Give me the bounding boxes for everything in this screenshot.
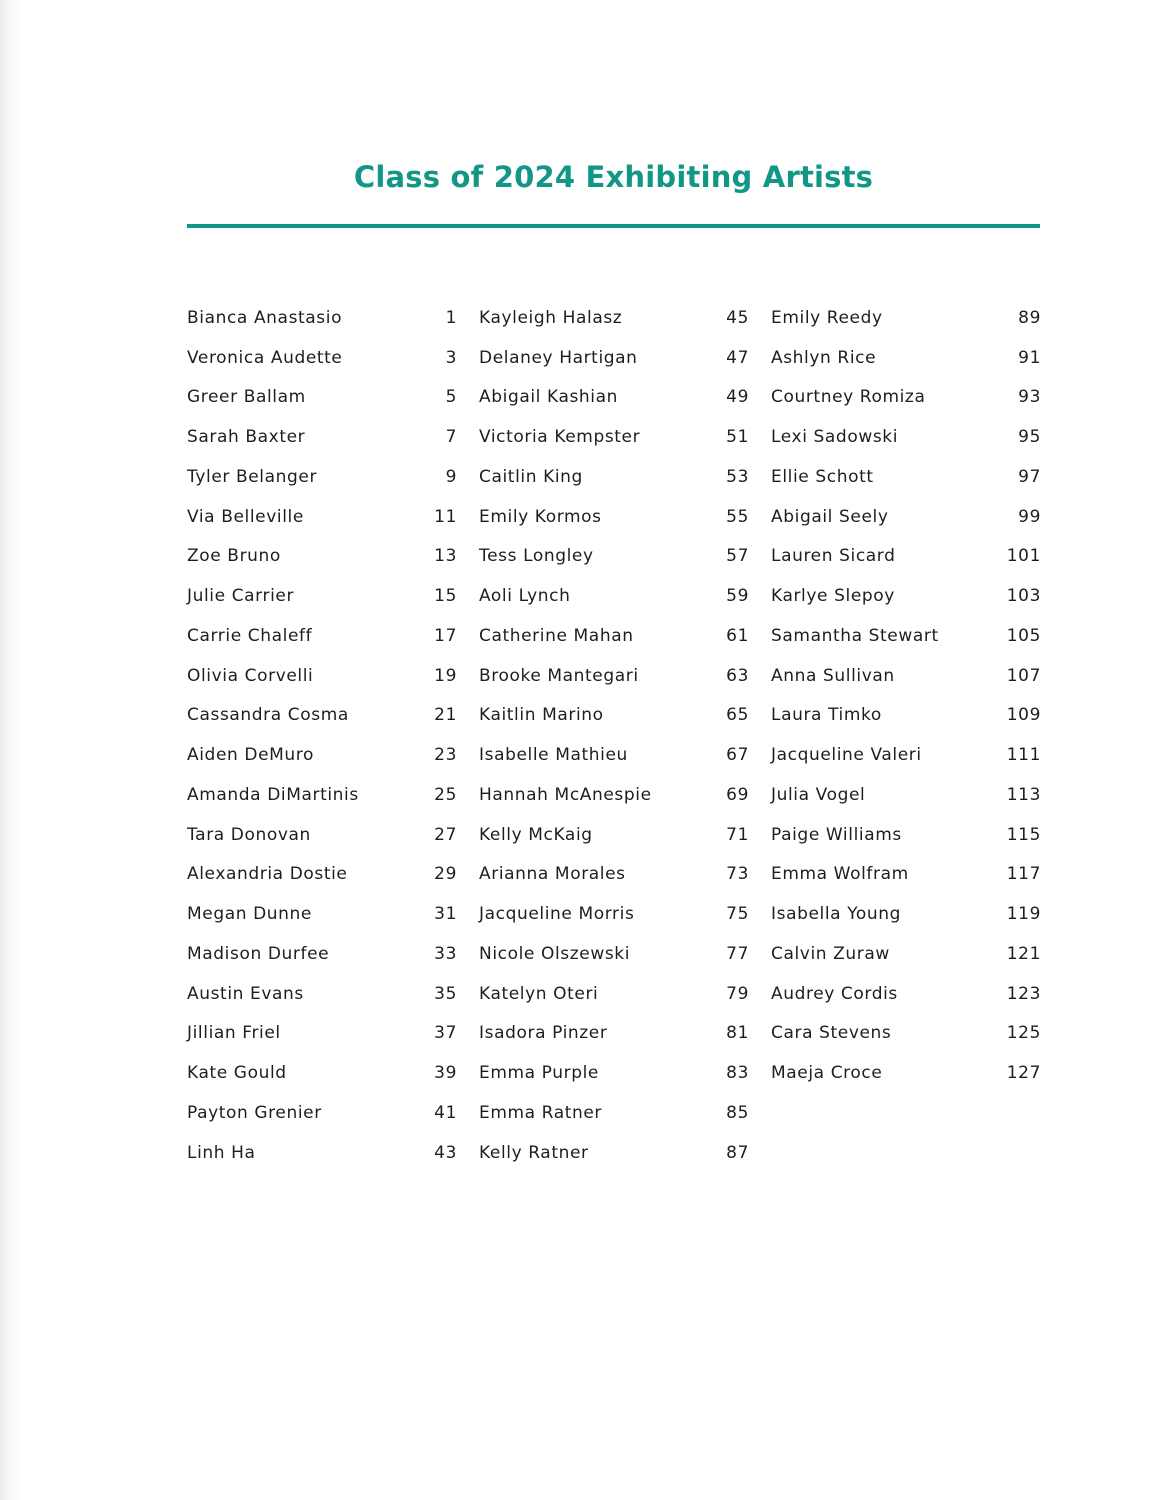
artist-entry [479,735,749,775]
artist-name: Jacqueline Valeri [771,745,922,766]
page-number: 113 [1006,784,1041,805]
page-number: 3 [445,347,457,368]
page-number: 41 [434,1102,457,1123]
page-number: 15 [434,586,457,607]
artist-name: Kelly Ratner [479,1142,589,1163]
artist-entry [479,775,749,815]
artist-entry [479,1014,749,1054]
page-number: 95 [1018,427,1041,448]
artist-name: Sarah Baxter [187,427,306,448]
artist-name: Samantha Stewart [771,625,939,646]
artist-name: Katelyn Oteri [479,983,599,1004]
page-number: 19 [434,665,457,686]
page-number: 115 [1006,824,1041,845]
artist-entry [187,696,457,736]
page-title: Class of 2024 Exhibiting Artists [353,160,874,194]
artist-entry [479,298,749,338]
artist-name: Emma Ratner [479,1102,603,1123]
artist-name: Austin Evans [187,983,304,1004]
page-number: 1 [445,307,457,328]
artist-entry [187,1014,457,1054]
artist-entry [479,934,749,974]
artist-entry [187,537,457,577]
artist-name: Zoe Bruno [187,546,281,567]
artist-name: Madison Durfee [187,943,330,964]
artist-name: Courtney Romiza [771,387,926,408]
page-number: 25 [434,784,457,805]
page-number: 7 [445,427,457,448]
page-number: 29 [434,864,457,885]
page-number: 47 [726,347,749,368]
page-number: 39 [434,1063,457,1084]
page-number: 81 [726,1023,749,1044]
artist-entry [479,696,749,736]
artist-name: Tyler Belanger [187,466,318,487]
page-number: 23 [434,745,457,766]
artist-entry [187,1093,457,1133]
artist-entry [771,1053,1041,1093]
artist-name: Payton Grenier [187,1102,322,1123]
artist-name: Abigail Seely [771,506,889,527]
page-number: 125 [1006,1023,1041,1044]
artist-name: Julie Carrier [187,586,295,607]
artist-column-3 [771,298,1041,1093]
artist-entry [187,855,457,895]
artist-name: Laura Timko [771,705,882,726]
artist-name: Cassandra Cosma [187,705,349,726]
page-number: 51 [726,427,749,448]
page-number: 89 [1018,307,1041,328]
artist-entry [187,338,457,378]
page-number: 9 [445,466,457,487]
page-number: 67 [726,745,749,766]
artist-entry [479,616,749,656]
artist-entry [771,417,1041,457]
artist-entry [479,1093,749,1133]
page-number: 35 [434,983,457,1004]
page-number: 91 [1018,347,1041,368]
artist-entry [479,417,749,457]
artist-entry [479,974,749,1014]
artist-name: Greer Ballam [187,387,306,408]
artist-name: Karlye Slepoy [771,586,895,607]
artist-entry [771,298,1041,338]
artist-name: Victoria Kempster [479,427,641,448]
artist-entry [187,616,457,656]
page-number: 117 [1006,864,1041,885]
artist-entry [187,894,457,934]
artist-name: Delaney Hartigan [479,347,638,368]
page-number: 57 [726,546,749,567]
artist-entry [187,417,457,457]
page-number: 33 [434,943,457,964]
artist-name: Emma Purple [479,1063,599,1084]
page-number: 71 [726,824,749,845]
page-number: 59 [726,586,749,607]
artist-name: Emily Kormos [479,506,602,527]
artist-column-1 [187,298,457,1173]
artist-name: Aiden DeMuro [187,745,314,766]
artist-name: Megan Dunne [187,904,312,925]
page-number: 121 [1006,943,1041,964]
page-number: 27 [434,824,457,845]
page-edge-shadow [0,0,22,1500]
artist-name: Lexi Sadowski [771,427,899,448]
artist-entry [479,378,749,418]
page-number: 55 [726,506,749,527]
artist-entry [771,974,1041,1014]
artist-entry [187,497,457,537]
artist-entry [479,1053,749,1093]
artist-entry [479,537,749,577]
artist-entry [187,974,457,1014]
page-number: 53 [726,466,749,487]
artist-name: Abigail Kashian [479,387,619,408]
artist-entry [771,616,1041,656]
artist-name: Calvin Zuraw [771,943,890,964]
artist-name: Audrey Cordis [771,983,898,1004]
page-number: 75 [726,904,749,925]
page-number: 43 [434,1142,457,1163]
artist-entry [771,696,1041,736]
artist-entry [187,1133,457,1173]
artist-entry [187,457,457,497]
artist-name: Brooke Mantegari [479,665,639,686]
page-number: 87 [726,1142,749,1163]
page-number: 65 [726,705,749,726]
artist-entry [479,815,749,855]
artist-name: Kelly McKaig [479,824,593,845]
artist-name: Emily Reedy [771,307,883,328]
artist-name: Alexandria Dostie [187,864,348,885]
artist-name: Tara Donovan [187,824,311,845]
artist-name: Ashlyn Rice [771,347,877,368]
artist-name: Isadora Pinzer [479,1023,608,1044]
artist-entry [771,894,1041,934]
artist-name: Nicole Olszewski [479,943,631,964]
page-number: 45 [726,307,749,328]
page-number: 103 [1006,586,1041,607]
page-number: 119 [1006,904,1041,925]
artist-name: Olivia Corvelli [187,665,314,686]
artist-name: Jacqueline Morris [479,904,635,925]
page-number: 37 [434,1023,457,1044]
artist-name: Caitlin King [479,466,583,487]
page-number: 63 [726,665,749,686]
artist-entry [187,815,457,855]
artist-name: Catherine Mahan [479,625,634,646]
artist-entry [771,934,1041,974]
artist-entry [479,1133,749,1173]
artist-entry [187,298,457,338]
artist-name: Ellie Schott [771,466,874,487]
artist-entry [479,457,749,497]
artist-column-2 [479,298,749,1173]
artist-name: Aoli Lynch [479,586,571,607]
page-number: 73 [726,864,749,885]
artist-name: Arianna Morales [479,864,626,885]
artist-entry [479,497,749,537]
artist-name: Cara Stevens [771,1023,892,1044]
page-number: 5 [445,387,457,408]
artist-name: Carrie Chaleff [187,625,313,646]
page-number: 21 [434,705,457,726]
artist-entry [187,775,457,815]
artist-entry [479,576,749,616]
page-number: 105 [1006,625,1041,646]
artist-name: Julia Vogel [771,784,866,805]
page-number: 111 [1006,745,1041,766]
artist-name: Kaitlin Marino [479,705,604,726]
page-number: 123 [1006,983,1041,1004]
artist-entry [187,576,457,616]
artist-entry [479,894,749,934]
page-number: 93 [1018,387,1041,408]
page-number: 107 [1006,665,1041,686]
page-number: 85 [726,1102,749,1123]
artist-name: Hannah McAnespie [479,784,652,805]
artist-name: Veronica Audette [187,347,343,368]
artist-name: Jillian Friel [187,1023,281,1044]
artist-name: Paige Williams [771,824,902,845]
artist-entry [187,1053,457,1093]
artist-name: Emma Wolfram [771,864,909,885]
page-number: 99 [1018,506,1041,527]
page-number: 77 [726,943,749,964]
artist-name: Lauren Sicard [771,546,896,567]
artist-entry [187,735,457,775]
artist-entry [771,338,1041,378]
artist-entry [771,855,1041,895]
artist-name: Kate Gould [187,1063,287,1084]
artist-name: Maeja Croce [771,1063,883,1084]
page-number: 13 [434,546,457,567]
artist-entry [479,338,749,378]
artist-name: Tess Longley [479,546,594,567]
page-number: 109 [1006,705,1041,726]
artist-entry [187,656,457,696]
artist-name: Bianca Anastasio [187,307,343,328]
page-number: 31 [434,904,457,925]
page-number: 97 [1018,466,1041,487]
artist-entry [771,656,1041,696]
page-number: 69 [726,784,749,805]
artist-entry [771,815,1041,855]
artist-entry [479,855,749,895]
artist-name: Anna Sullivan [771,665,895,686]
page-number: 79 [726,983,749,1004]
artist-name: Linh Ha [187,1142,256,1163]
artist-entry [771,378,1041,418]
artist-entry [771,497,1041,537]
artist-entry [187,378,457,418]
artist-entry [771,576,1041,616]
artist-entry [479,656,749,696]
artist-name: Isabelle Mathieu [479,745,628,766]
page-number: 61 [726,625,749,646]
page-number: 11 [434,506,457,527]
artist-entry [771,457,1041,497]
artist-name: Isabella Young [771,904,902,925]
page-number: 101 [1006,546,1041,567]
page-number: 83 [726,1063,749,1084]
page-number: 49 [726,387,749,408]
page-number: 17 [434,625,457,646]
artist-entry [771,537,1041,577]
artist-name: Kayleigh Halasz [479,307,623,328]
artist-entry [771,775,1041,815]
page-number: 127 [1006,1063,1041,1084]
artist-entry [771,735,1041,775]
artist-name: Amanda DiMartinis [187,784,359,805]
title-divider [187,224,1040,228]
artist-entry [771,1014,1041,1054]
artist-name: Via Belleville [187,506,304,527]
artist-entry [187,934,457,974]
